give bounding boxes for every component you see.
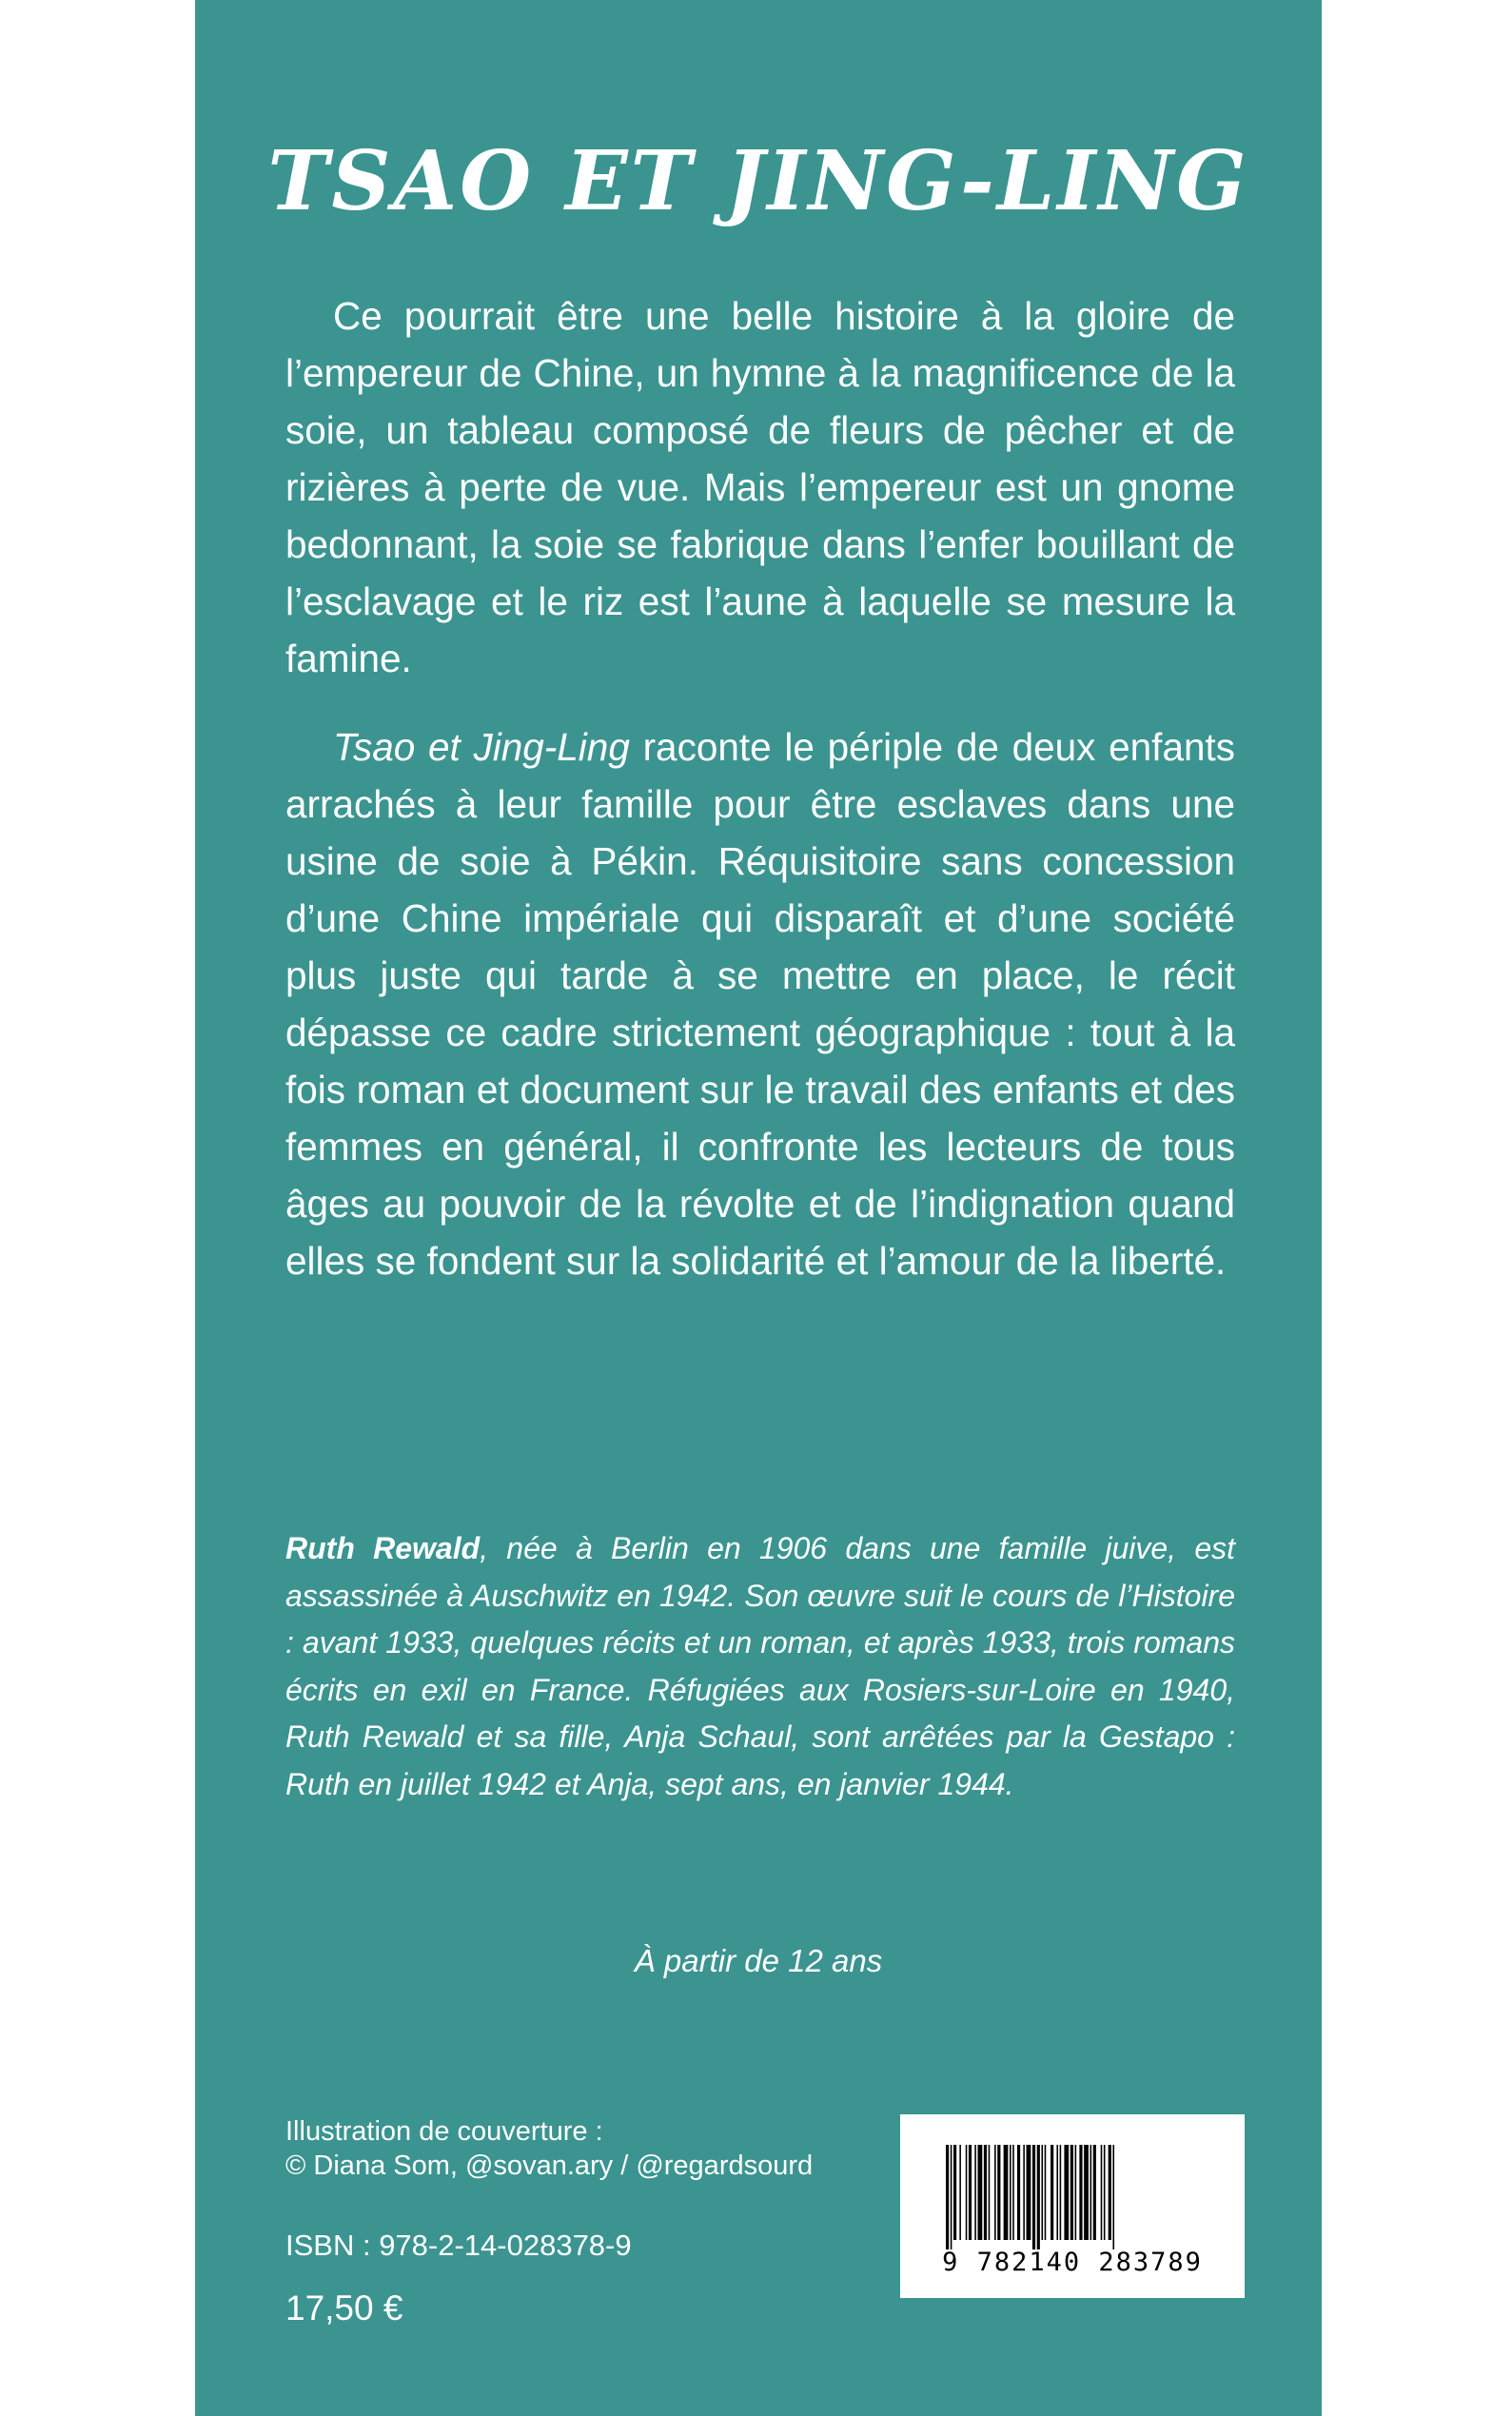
summary-paragraph-2 — [285, 718, 1235, 1289]
isbn: ISBN : 978-2-14-028378-9 — [285, 2229, 632, 2262]
barcode-digits: 9 782140 283789 — [942, 2248, 1203, 2277]
barcode — [900, 2114, 1245, 2298]
author-bio — [285, 1525, 1235, 1809]
book-title-reference: Tsao et Jing-Ling — [333, 725, 630, 769]
back-cover — [195, 0, 1322, 2416]
author-bio-text: , née à Berlin en 1906 dans une famille juive, est assassinée à Auschwitz en 1942. Son œuvre suit le cours de l’Histoire : avant 1933, quelques récits et un roman, et après 1933, trois romans écrits en exil en France. Réfugiées aux Rosiers-sur-Loire en 1940, Ruth Rewald et sa fille, Anja Schaul, sont arrêtées par la Gestapo : Ruth en juillet 1942 et Anja, sept ans, en janvier 1944. — [285, 1531, 1236, 1801]
price: 17,50 € — [285, 2288, 403, 2328]
age-recommendation: À partir de 12 ans — [634, 1943, 883, 1978]
illustration-credit-label: Illustration de couverture : — [285, 2116, 603, 2147]
illustration-credit: © Diana Som, @sovan.ary / @regardsourd — [285, 2151, 814, 2181]
book-title: TSAO ET JING-LING — [267, 133, 1249, 229]
summary-paragraph-2-text: raconte le périple de deux enfants arrachés à leur famille pour être esclaves dans une usine de soie à Pékin. Réquisitoire sans concession d’une Chine impériale qui disparaît et d’une société plus juste qui tarde à se mettre en place, le récit dépasse ce cadre strictement géographique : tout à la fois roman et document sur le travail des enfants et des femmes en général, il confronte les lecteurs de tous âges au pouvoir de la révolte et de l’indignation quand elles se fondent sur la solidarité et l’amour de la liberté. — [285, 725, 1235, 1283]
author-name: Ruth Rewald — [285, 1531, 481, 1565]
summary-paragraph-1: Ce pourrait être une belle histoire à la gloire de l’empereur de Chine, un hymne à la magnificence de la soie, un tableau composé de fleurs de pêcher et de rizières à perte de vue. Mais l’empereur est un gnome bedonnant, la soie se fabrique dans l’enfer bouillant de l’esclavage et le riz est l’aune à laquelle se mesure la famine. — [285, 294, 1235, 680]
barcode-bars — [946, 2145, 1199, 2249]
